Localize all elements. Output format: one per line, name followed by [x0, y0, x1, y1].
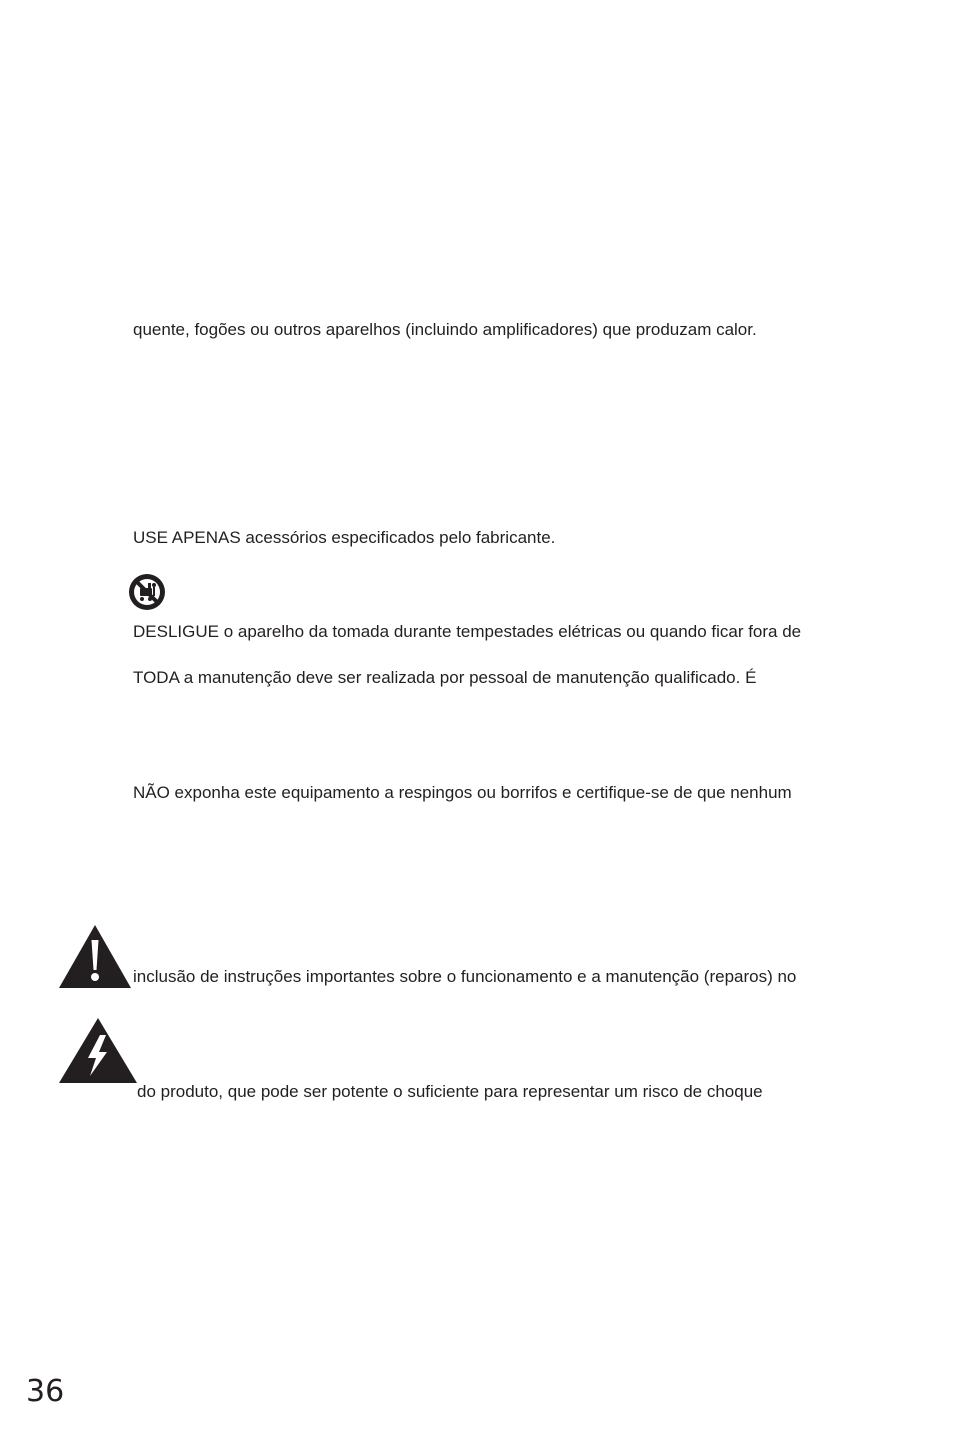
text-line-splashing: NÃO exponha este equipamento a respingos ou borrifos e certifique-se de que nenhum [133, 783, 792, 802]
text-line-important-instructions: inclusão de instruções importantes sobre o funcionamento e a manutenção (reparos) no [133, 967, 797, 986]
no-cart-tipover-icon [127, 572, 167, 612]
text-line-servicing: TODA a manutenção deve ser realizada por pessoal de manutenção qualificado. É [133, 668, 757, 687]
text-line-accessories: USE APENAS acessórios especificados pelo fabricante. [133, 528, 556, 547]
text-line-heat-sources: quente, fogões ou outros aparelhos (incluindo amplificadores) que produzam calor. [133, 320, 757, 339]
page-number: 36 [26, 1374, 65, 1409]
lightning-bolt-warning-triangle-icon [59, 1018, 137, 1084]
text-line-unplug: DESLIGUE o aparelho da tomada durante tempestades elétricas ou quando ficar fora de [133, 622, 802, 641]
text-line-shock-risk: do produto, que pode ser potente o suficiente para representar um risco de choque [137, 1082, 763, 1101]
exclamation-warning-triangle-icon [59, 925, 131, 989]
